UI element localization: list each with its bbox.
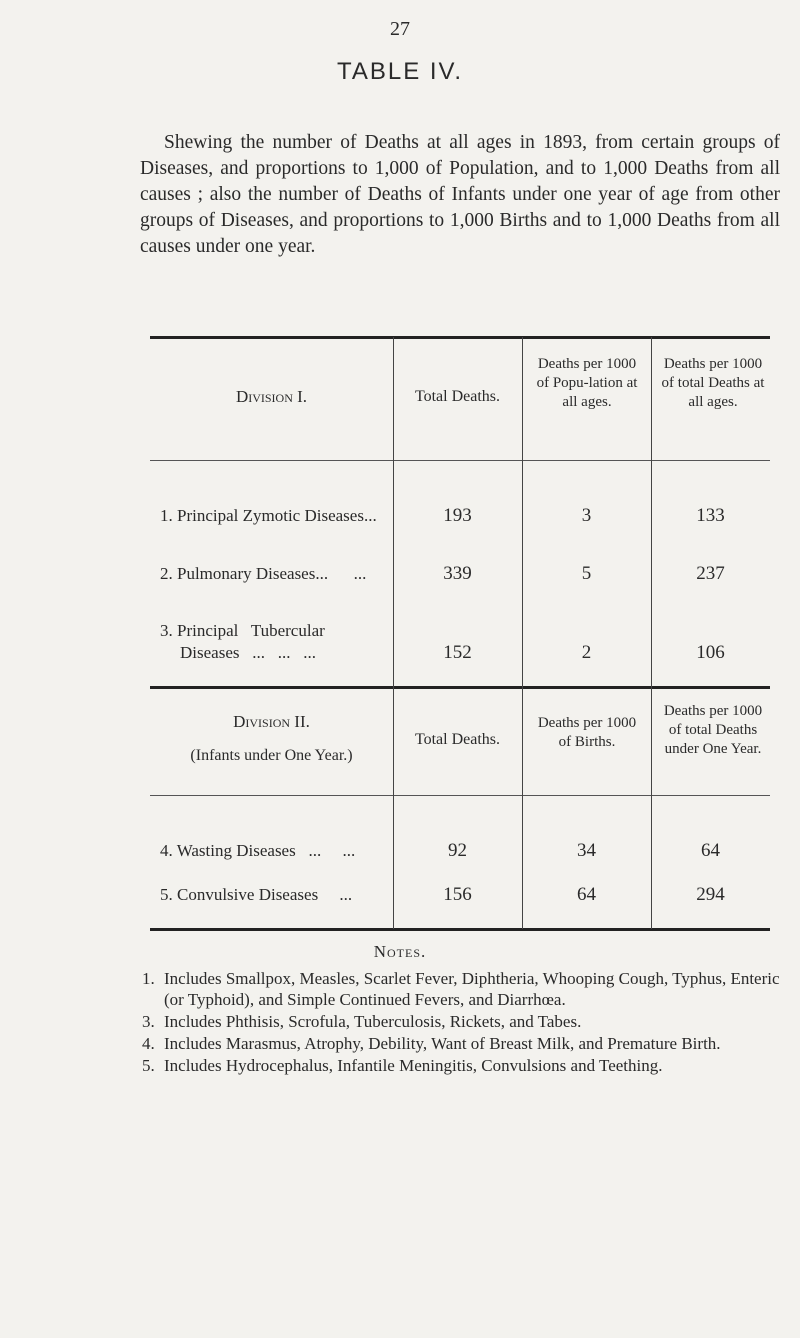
total-deaths-header: Total Deaths. [414,388,501,405]
cell-per-pop: 2 [581,642,592,663]
note-number: 5. [142,1056,155,1075]
note-text: Includes Hydrocephalus, Infantile Meningitis, Convulsions and Teething. [164,1056,663,1075]
cell-per-births: 64 [577,884,596,905]
per-population-header: Deaths per 1000 of Popu-lation at all ages. [536,356,638,410]
row-label-tubercular-cont: Diseases ... ... ... [180,643,316,662]
cell-per-deaths: 133 [696,505,725,526]
page-number: 27 [390,18,410,40]
note-number: 3. [142,1012,155,1031]
division-separator-rule [150,686,770,689]
div1-header-rule [150,460,770,461]
table-title: TABLE IV. [336,58,464,85]
table-bottom-rule [150,928,770,931]
per-deaths-header: Deaths per 1000 of total Deaths at all ages. [661,356,765,410]
note-item [142,968,782,1010]
cell-per-deaths: 64 [701,840,720,861]
notes-title: Notes. [373,942,427,961]
cell-per-births: 34 [577,840,596,861]
cell-total: 156 [443,884,472,905]
note-text: Includes Marasmus, Atrophy, Debility, Want of Breast Milk, and Premature Birth. [164,1034,721,1053]
cell-per-deaths: 294 [696,884,725,905]
note-item [142,1011,782,1032]
per-births-header: Deaths per 1000 of Births. [537,715,637,750]
note-number: 4. [142,1034,155,1053]
note-text: Includes Smallpox, Measles, Scarlet Fever, Diphtheria, Whooping Cough, Typhus, Enteric (or Typhoid), and Simple Continued Fevers, and Diarrhœa. [164,969,780,1009]
note-item [142,1033,782,1054]
cell-per-pop: 3 [581,505,592,526]
cell-total: 92 [448,840,467,861]
cell-per-pop: 5 [581,563,592,584]
row-label-wasting: 4. Wasting Diseases ... ... [160,841,356,860]
total-deaths-header: Total Deaths. [414,731,501,748]
notes-list [142,968,782,1077]
intro-paragraph: Shewing the number of Deaths at all ages in 1893, from certain groups of Diseases, and proportions to 1,000 of Population, and to 1,000 Deaths from all causes ; also the number of Deaths of Infants under one year of age from other groups of Diseases, and proportions to 1,000 Births and to 1,000 Deaths from all causes under one year. [140,132,780,257]
row-label-zymotic: 1. Principal Zymotic Diseases... [160,506,377,525]
note-number: 1. [142,969,155,988]
cell-total: 339 [443,563,472,584]
division1-header: Division I. [235,387,308,406]
cell-per-deaths: 237 [696,563,725,584]
row-label-tubercular: 3. Principal Tubercular [160,621,325,640]
row-label-pulmonary: 2. Pulmonary Diseases... ... [160,564,367,583]
table-top-rule [150,336,770,339]
per-infant-deaths-header: Deaths per 1000 of total Deaths under One Year. [663,703,763,757]
cell-total: 152 [443,642,472,663]
div2-header-rule [150,795,770,796]
cell-total: 193 [443,505,472,526]
note-text: Includes Phthisis, Scrofula, Tuberculosis, Rickets, and Tabes. [164,1012,582,1031]
division2-subheader: (Infants under One Year.) [190,747,353,764]
cell-per-deaths: 106 [696,642,725,663]
note-item [142,1055,782,1076]
row-label-convulsive: 5. Convulsive Diseases ... [160,885,353,904]
division2-header: Division II. [233,712,310,731]
